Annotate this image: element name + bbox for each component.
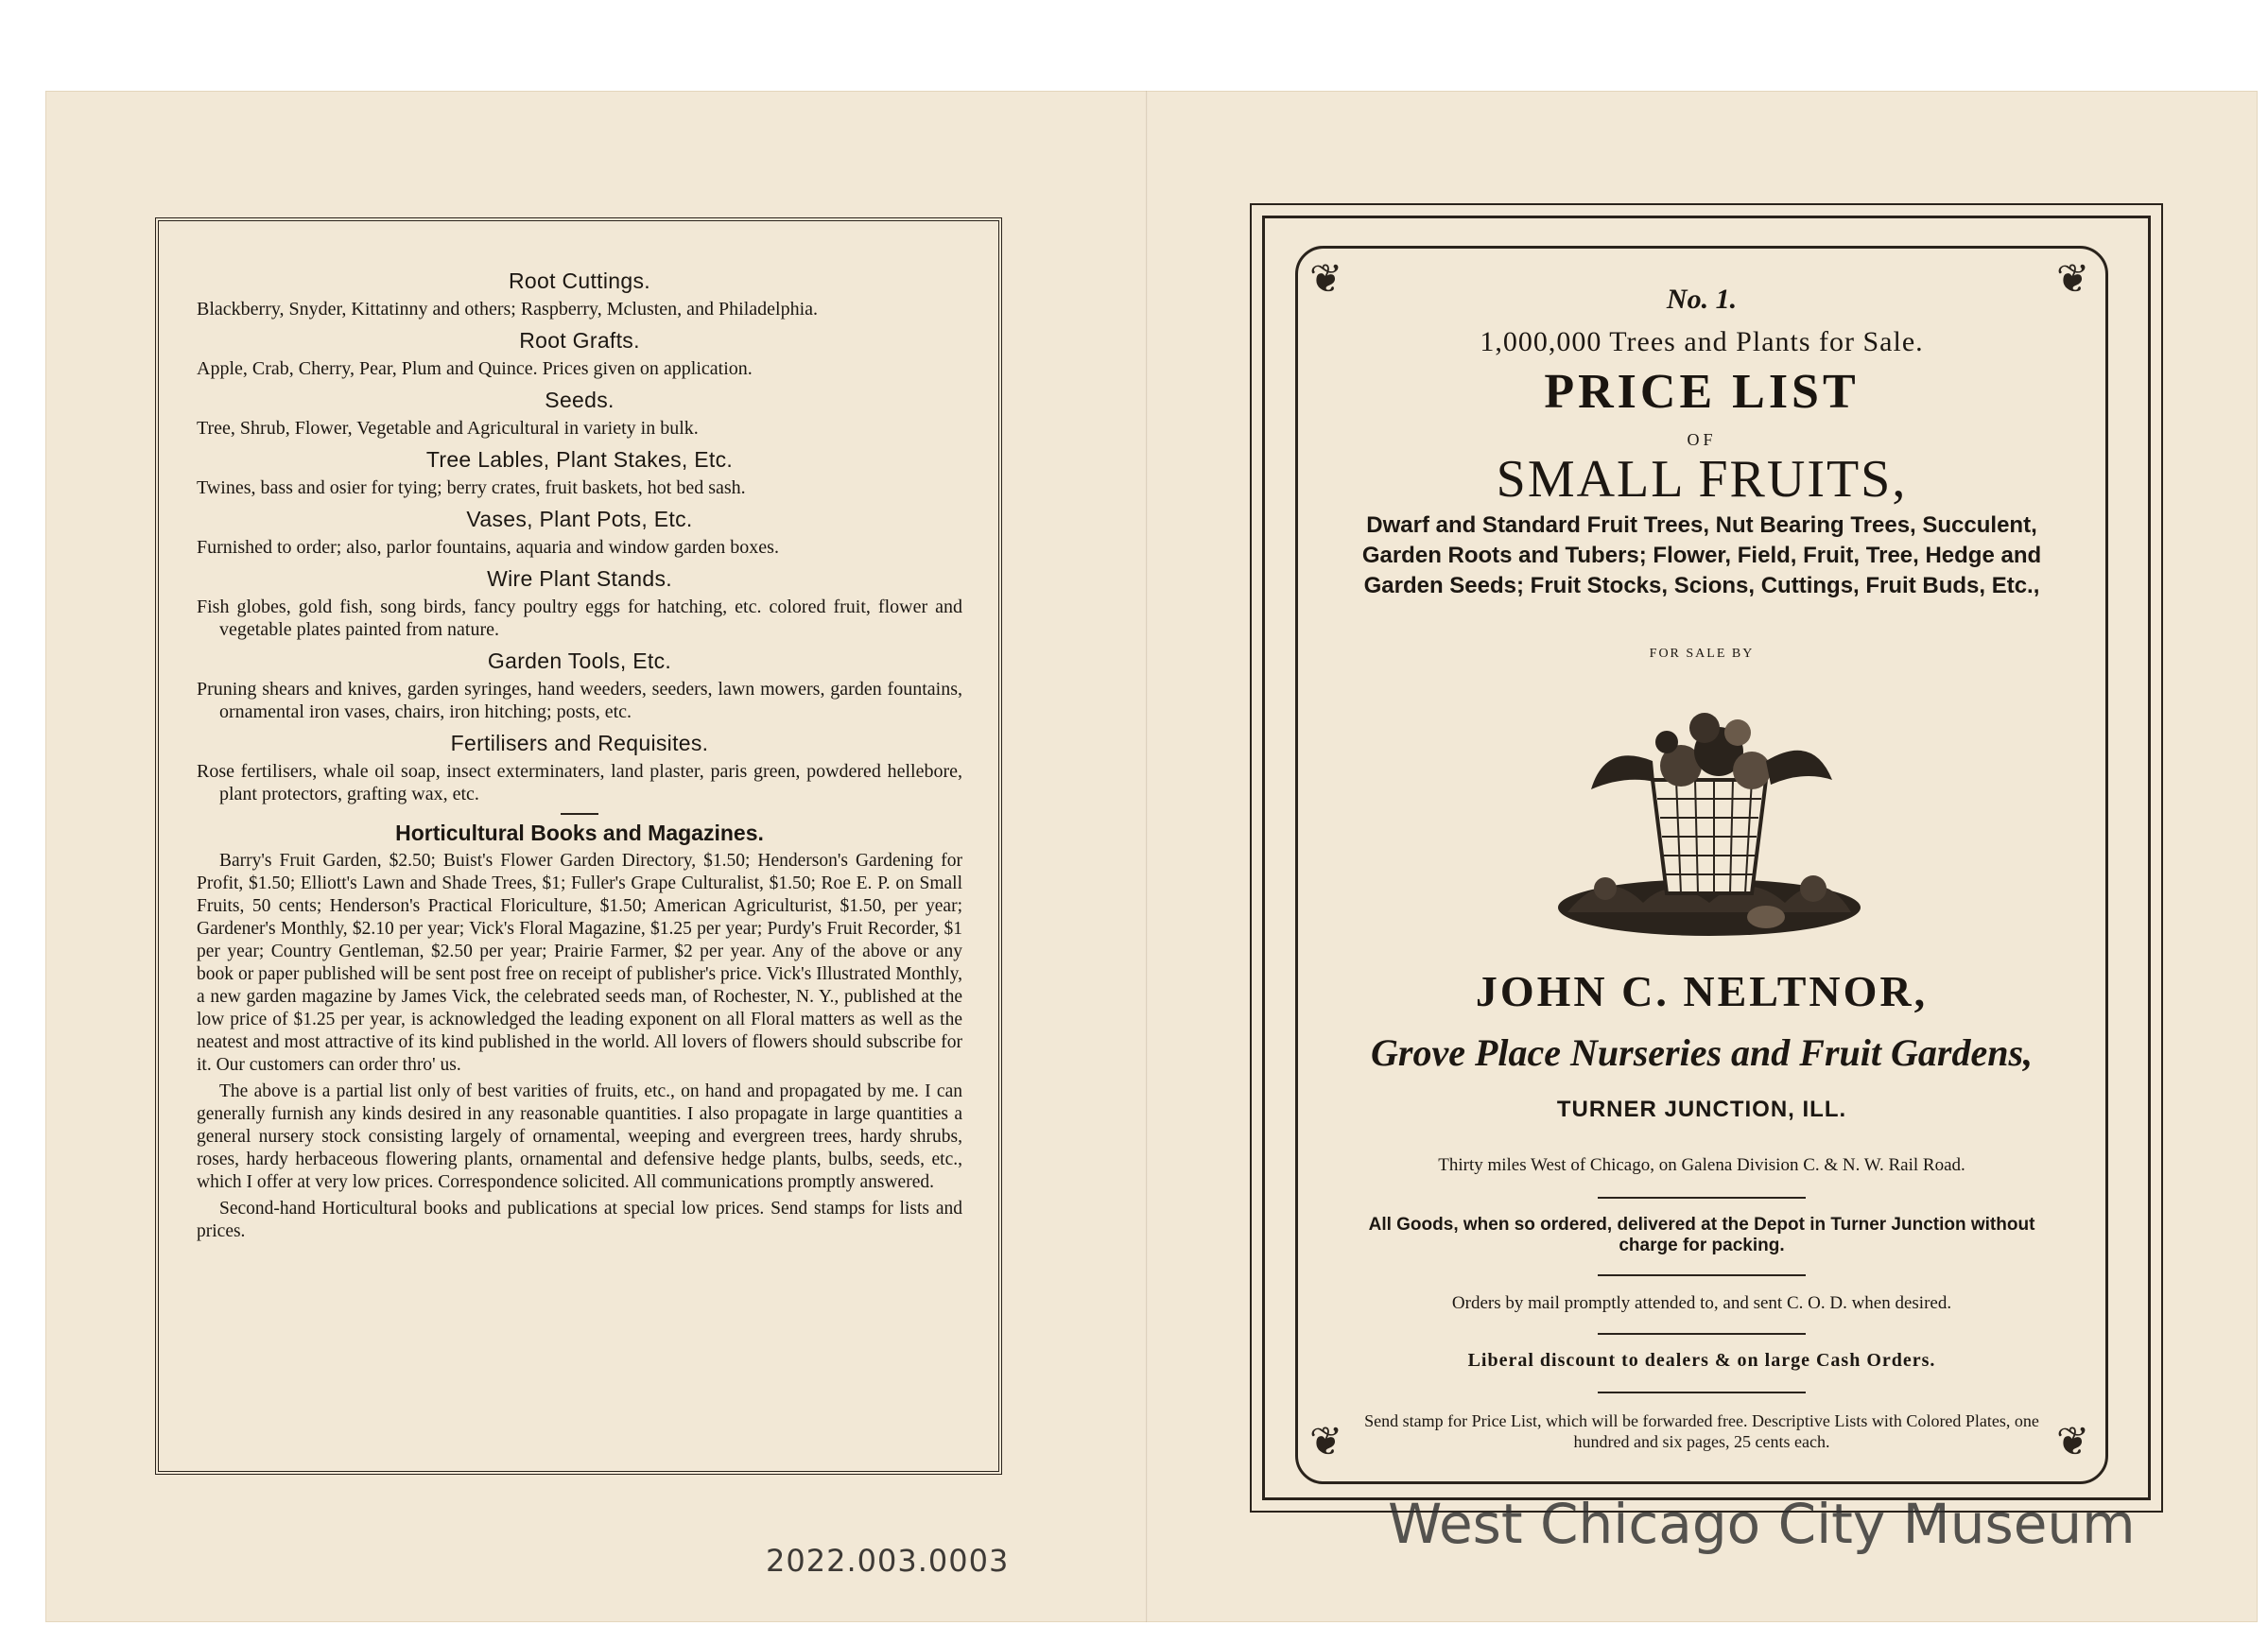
section-title: Seeds. [545,388,615,412]
section-tree-lables [197,447,962,499]
section-body: Furnished to order; also, parlor fountains, aquaria and window garden boxes. [197,537,779,558]
section-title: Tree Lables, Plant Stakes, Etc. [425,447,734,472]
partial-list-paragraph: The above is a partial list only of best varities of fruits, etc., on hand and propagated by me. I can generally furnish any kinds desired in any reasonable quantities. I also propagate in large quantities a general nursery stock consisting largely of ornamental, weeping and evergreen trees, hardy shrubs, roses, hardy herbaceous flowering plants, ornamental and defensive hedge plants, bulbs, seeds, etc., which I offer at very low prices. Correspondence solicited. All communications promptly answered. [197,1081,962,1192]
section-title: Fertilisers and Requisites. [450,731,709,755]
fruit-basket-engraving-icon [1549,676,1870,941]
section-body: Blackberry, Snyder, Kittatinny and others; Raspberry, Mclusten, and Philadelphia. [197,299,819,320]
for-sale-by-label: FOR SALE BY [1649,647,1755,661]
section-body: Apple, Crab, Cherry, Pear, Plum and Quince. Prices given on application. [197,358,753,379]
section-title: Vases, Plant Pots, Etc. [466,507,693,531]
location: TURNER JUNCTION, ILL. [1556,1097,1847,1122]
corner-ornament-icon: ❦ [2056,1421,2090,1464]
section-body: Pruning shears and knives, garden syringes, hand weeders, seeders, lawn mowers, garden fountains, ornamental iron vases, chairs, iron hitching; posts, etc. [197,679,962,722]
catalog-number: No. 1. [1666,284,1738,315]
divider [1598,1392,1806,1393]
left-page-content [197,268,962,1247]
section-garden-tools [197,649,962,723]
section-body: Fish globes, gold fish, song birds, fancy poultry eggs for hatching, etc. colored fruit, flower and vegetable plates painted from nature. [197,597,962,640]
business-name: Grove Place Nurseries and Fruit Gardens, [1370,1031,2034,1074]
directions: Thirty miles West of Chicago, on Galena Division C. & N. W. Rail Road. [1438,1155,1965,1175]
corner-ornament-icon: ❦ [1309,1421,1343,1464]
left-page-border [155,217,1002,1475]
tagline: 1,000,000 Trees and Plants for Sale. [1480,326,1924,357]
page-title: PRICE LIST [1544,365,1860,419]
discount-notice: Liberal discount to dealers & on large Cash Orders. [1467,1350,1936,1371]
section-body: Tree, Shrub, Flower, Vegetable and Agricultural in variety in bulk. [197,418,699,439]
section-vases [197,507,962,559]
product-description: Dwarf and Standard Fruit Trees, Nut Bearing Trees, Succulent, Garden Roots and Tubers; Flower, Field, Fruit, Tree, Hedge and Garden Seeds; Fruit Stocks, Scions, Cuttings, Fruit Buds, Etc., [1361,512,2042,598]
books-heading: Horticultural Books and Magazines. [395,821,764,845]
section-wire-plant-stands [197,566,962,641]
price-list-notice: Send stamp for Price List, which will be forwarded free. Descriptive Lists with Colored Plates, one hundred and six pages, 25 cents each. [1364,1411,2039,1451]
divider [1598,1333,1806,1335]
section-title: Wire Plant Stands. [487,566,672,591]
museum-watermark: West Chicago City Museum [1388,1492,2136,1556]
center-fold [1146,91,1148,1622]
section-body: Twines, bass and osier for tying; berry crates, fruit baskets, hot bed sash. [197,477,746,498]
section-root-cuttings [197,268,962,320]
corner-ornament-icon: ❦ [2056,258,2090,302]
accession-number: 2022.003.0003 [766,1543,1010,1579]
subtitle: SMALL FRUITS, [1496,450,1908,509]
corner-ornament-icon: ❦ [1309,258,1343,302]
section-title: Root Grafts. [519,328,640,353]
section-title: Garden Tools, Etc. [487,649,672,673]
orders-notice: Orders by mail promptly attended to, and sent C. O. D. when desired. [1451,1293,1952,1313]
books-paragraph: Barry's Fruit Garden, $2.50; Buist's Flower Garden Directory, $1.50; Henderson's Gardening for Profit, $1.50; Elliott's Lawn and Shade Trees, $1; Fuller's Grape Culturalist, $1.50; Roe E. P. on Small Fruits, 50 cents; Henderson's Practical Floriculture, $1.50; American Agriculturist, $1.50, per year; Gardener's Monthly, $2.10 per year; Vick's Floral Magazine, $1.25 per year; Purdy's Fruit Recorder, $1 per year; Country Gentleman, $2.50 per year; Prairie Farmer, $2 per year. Any of the above or any book or paper published will be sent post free on receipt of publisher's price. Vick's Illustrated Monthly, a new garden magazine by James Vick, the celebrated seeds man, of Rochester, N. Y., published at the low price of $1.25 per year, is acknowledged the leading exponent on all Floral matters as well as the neatest and most attractive of its kind published in the world. All lovers of flowers should subscribe for it. Our customers can order thro' us. [197,851,962,1075]
section-title: Root Cuttings. [509,268,650,293]
section-root-grafts [197,328,962,380]
seller-name: JOHN C. NELTNOR, [1475,967,1929,1015]
goods-notice: All Goods, when so ordered, delivered at the Depot in Turner Junction without charge for packing. [1368,1215,2035,1255]
divider [1598,1274,1806,1276]
section-body: Rose fertilisers, whale oil soap, insect exterminaters, land plaster, paris green, powdered hellebore, plant protectors, grafting wax, etc. [197,761,962,804]
divider [561,813,598,815]
section-fertilisers [197,731,962,805]
section-seeds [197,388,962,440]
title-connector: OF [1687,430,1717,449]
second-hand-paragraph: Second-hand Horticultural books and publications at special low prices. Send stamps for lists and prices. [197,1199,962,1241]
divider [1598,1197,1806,1199]
